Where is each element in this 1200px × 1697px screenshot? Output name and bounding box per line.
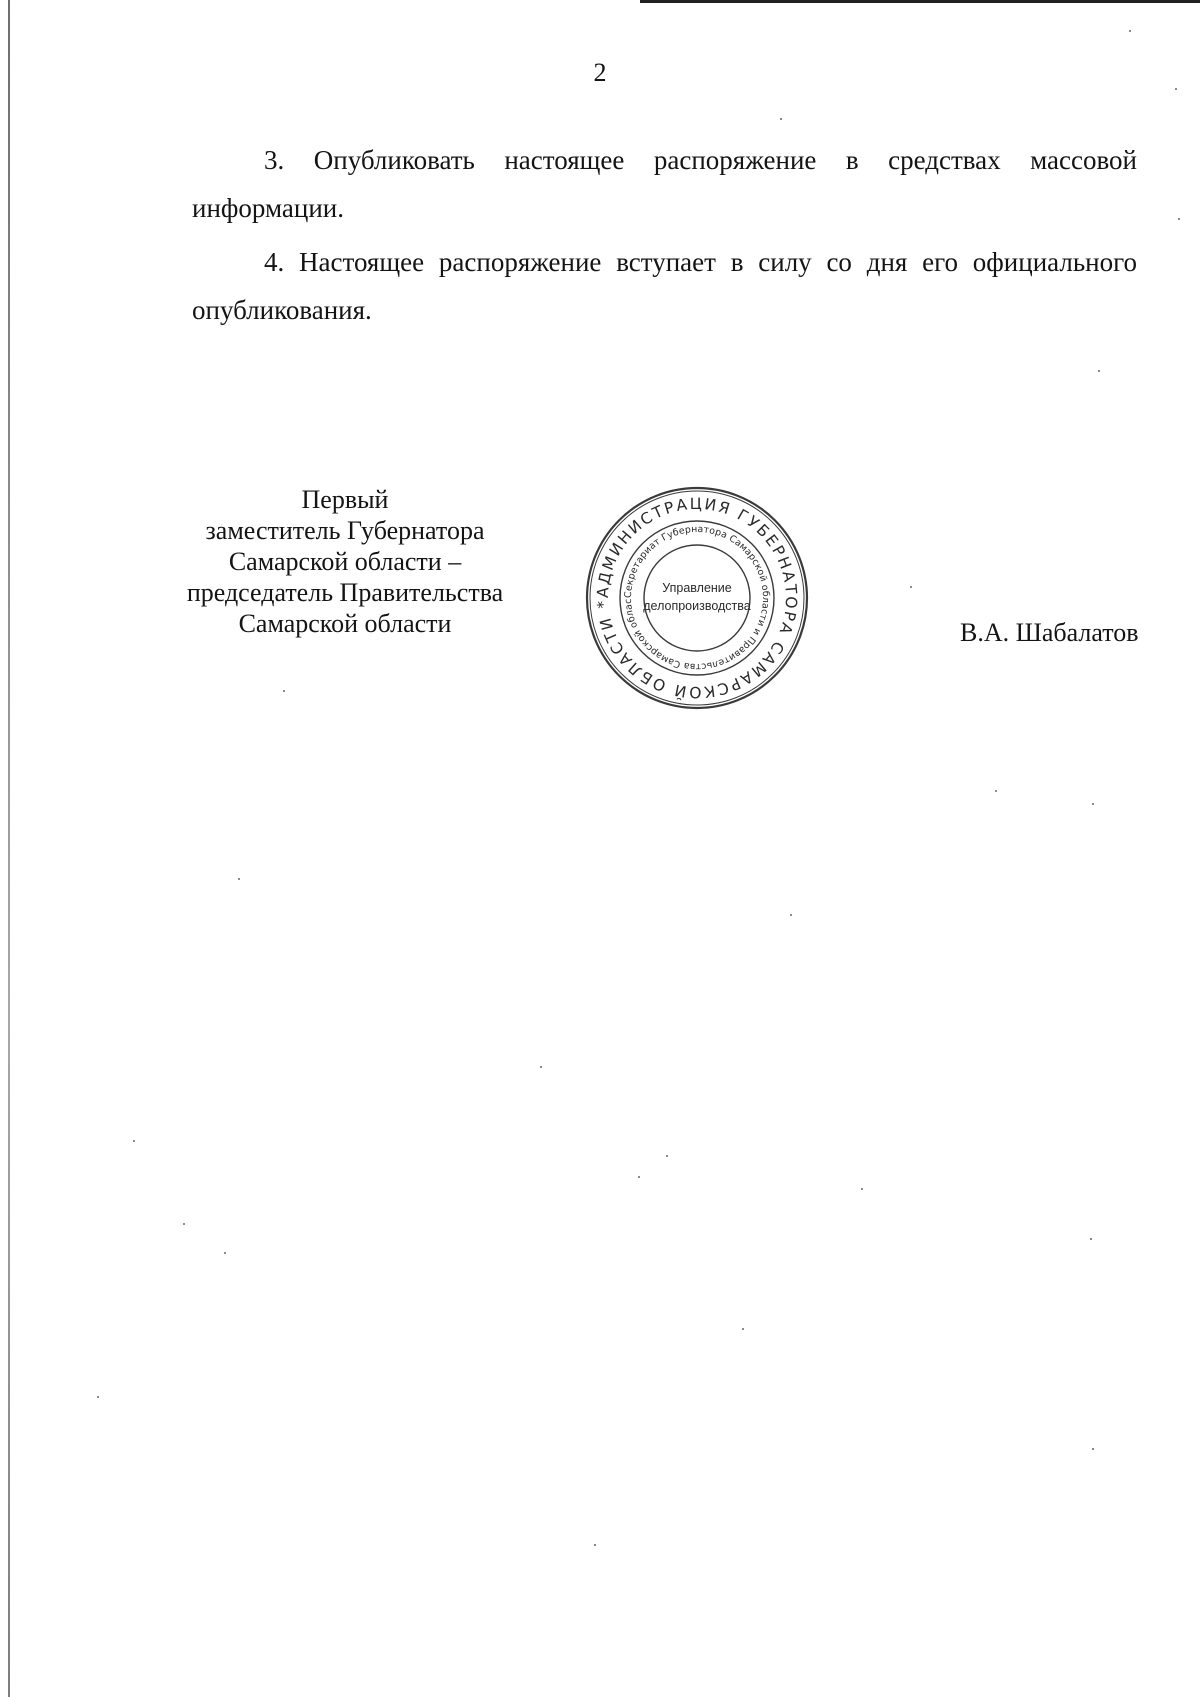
scan-speck	[1178, 218, 1180, 220]
official-seal	[582, 483, 812, 713]
scan-edge-artifact	[8, 0, 10, 1697]
signatory-title	[160, 484, 530, 639]
scan-speck	[742, 1328, 744, 1330]
scan-speck	[790, 914, 792, 916]
scan-speck	[97, 1396, 99, 1398]
paragraph-3: 3. Опубликовать настоящее распоряжение в средствах массовой информации.	[192, 145, 1137, 223]
scan-speck	[133, 1140, 135, 1142]
scan-speck	[1090, 1238, 1092, 1240]
scan-top-line-artifact	[640, 0, 1200, 3]
scan-speck	[666, 1155, 668, 1157]
scan-speck	[183, 1223, 185, 1225]
signatory-line: Первый	[301, 485, 389, 514]
scan-speck	[540, 1066, 542, 1068]
seal-center-line2: делопроизводства	[643, 599, 751, 613]
seal-graphic	[582, 483, 812, 713]
scan-speck	[995, 790, 997, 792]
signatory-line: Самарской области	[238, 609, 452, 638]
scan-speck	[910, 586, 912, 588]
scan-speck	[1092, 1448, 1094, 1450]
scan-speck	[224, 1252, 226, 1254]
scan-speck	[638, 1176, 640, 1178]
seal-center-line1: Управление	[662, 581, 732, 595]
scan-speck	[861, 1188, 863, 1190]
scan-speck	[780, 118, 782, 120]
scan-speck	[1098, 370, 1100, 372]
paragraph-4: 4. Настоящее распоряжение вступает в силу со дня его официального опубликования.	[192, 247, 1137, 325]
signatory-line: Самарской области –	[228, 547, 462, 576]
signatory-line: председатель Правительства	[186, 578, 504, 607]
scan-speck	[594, 1544, 596, 1546]
scan-speck	[1092, 803, 1094, 805]
signatory-line: заместитель Губернатора	[205, 516, 485, 545]
scan-speck	[1129, 30, 1131, 32]
scan-speck	[238, 878, 240, 880]
signer-name: В.А. Шабалатов	[960, 618, 1139, 647]
page-number: 2	[593, 58, 607, 87]
scan-speck	[1175, 88, 1177, 90]
seal-outer-text: АДМИНИСТРАЦИЯ ГУБЕРНАТОРА САМАРСКОЙ ОБЛАСТИ *	[593, 494, 801, 702]
scan-speck	[283, 690, 285, 692]
seal-inner-text: Секретариат Губернатора Самарской области и Правительства Самарской облас	[622, 523, 772, 673]
